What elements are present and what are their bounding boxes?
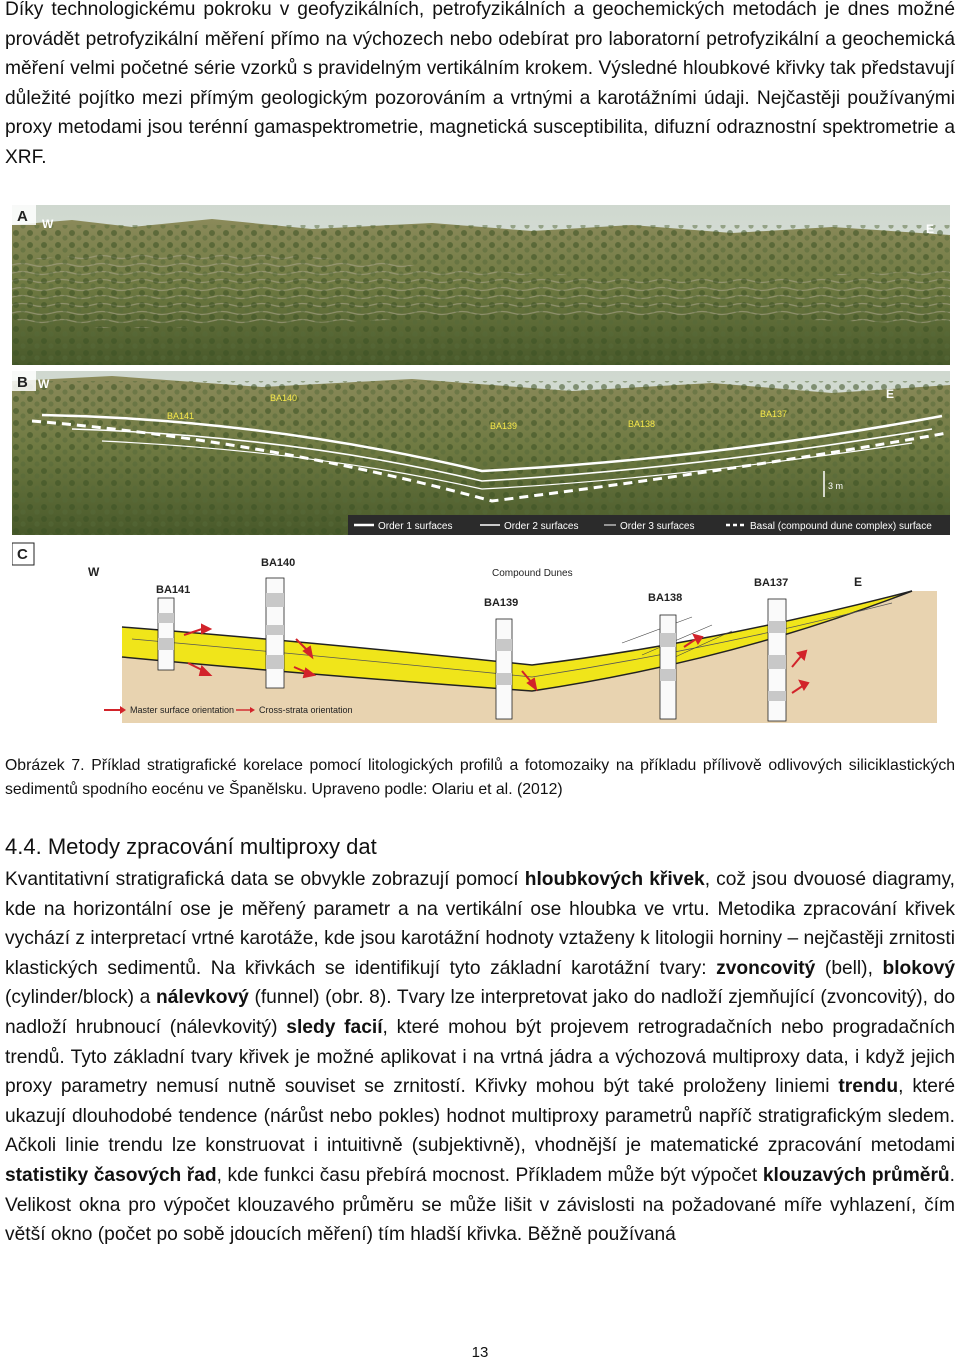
section-column-ba139 <box>496 619 512 719</box>
panel-c-section-ba140: BA140 <box>261 557 296 569</box>
legend-order2: Order 2 surfaces <box>504 521 579 532</box>
panel-b-scale: 3 m <box>828 481 844 491</box>
panel-c <box>12 543 950 725</box>
panel-c-section-ba139: BA139 <box>484 597 519 609</box>
panel-b-section-ba139: BA139 <box>490 421 518 431</box>
body-text-5: (funnel) (obr. 8). Tvary lze interpretovat jako do nadloží zjemňující (zvoncovitý), do nadloží hrubnoucí (nálevkovitý) <box>5 987 955 1038</box>
stratigraphic-figure <box>12 205 950 725</box>
term-moving-average: klouzavých průměrů <box>762 1164 950 1186</box>
term-block: blokový <box>882 957 956 979</box>
intro-paragraph: Díky technologickému pokroku v geofyzikálních, petrofyzikálních a geochemických metodách je dnes možné provádět petrofyzikální měření přímo na výchozech nebo odebírat pro laboratorní petrofyzikální a geochemická měření velmi početné série vzorků s pravidelným vertikálním krokem. Výsledné hloubkové křivky tak představují důležité pojítko mezi přímým geologickým pozorováním a vrtnými a karotážními údaji. Nejčastěji používanými proxy metodami jsou terénní gamaspektrometrie, magnetická susceptibilita, difuzní odraznostní spektrometrie a XRF. <box>5 0 955 168</box>
panel-b-section-ba140: BA140 <box>270 393 298 403</box>
section-column-ba137 <box>768 599 786 721</box>
panel-b <box>12 371 950 535</box>
section-column-ba141 <box>158 598 174 670</box>
body-text-6: , které mohou být projevem retrogradačních nebo progradačních trendů. Tyto základní tvary křivek je možné aplikovat i na vrtná jádra a výchozová multiproxy data, i když jejich proxy parametry nemusí nutně souviset se zrnitostí. Křivky mohou být také proloženy liniemi <box>5 1016 955 1098</box>
section-number: 4.4. <box>5 834 42 859</box>
section-heading <box>5 832 377 862</box>
panel-b-section-ba141: BA141 <box>167 411 195 421</box>
caption-label: Obrázek 7. <box>5 757 85 774</box>
legend-order1: Order 1 surfaces <box>378 521 453 532</box>
legend-basal: Basal (compound dune complex) surface <box>750 521 932 532</box>
panel-a-letter: A <box>17 208 28 225</box>
caption-text: Příklad stratigrafické korelace pomocí litologických profilů a fotomozaiky na příkladu přílivově odlivových siliciklastických sedimentů spodního eocénu ve Španělsku. Upraveno podle: Olariu et al. (2012) <box>5 757 956 798</box>
body-text-2: , což jsou dvouosé diagramy, kde na horizontální ose je měřený parametr a na vertikální ose hloubka ve vrtu. Metodika zpracování křivek vychází z interpretací vrtné karotáže, kde jsou karotážní hodnoty vztaženy k litologii horniny – nejčastěji zrnitosti klastických sedimentů. Na křivkách se identifikují tyto základní karotážní tvary: <box>5 869 956 979</box>
panel-b-letter: B <box>17 374 28 391</box>
body-text-4: (cylinder/block) a <box>5 987 156 1009</box>
term-trend: trendu <box>838 1076 899 1098</box>
panel-c-letter: C <box>17 546 28 563</box>
legend-order3: Order 3 surfaces <box>620 521 695 532</box>
body-text-3: (bell), <box>815 957 883 979</box>
body-text-9: . Velikost okna pro výpočet klouzavého průměru se může lišit v závislosti na požadované míře vyhlazení, čím větší okno (počet po sobě jdoucích měření) tím hladší křivka. Běžně používaná <box>5 1164 955 1246</box>
body-text-7: , které ukazují dlouhodobé tendence (nárůst nebo pokles) hodnot multiproxy parametrů napříč stratigrafickým sledem. Ačkoli linie trendu lze konstruovat i intuitivně (subjektivně), vhodnější je matematické zpracování metodami <box>5 1076 955 1157</box>
page-number: 13 <box>471 1344 489 1361</box>
panel-c-west: W <box>88 565 100 579</box>
panel-a-west: W <box>42 217 54 231</box>
panel-b-section-ba138: BA138 <box>628 419 656 429</box>
panel-c-section-ba141: BA141 <box>156 584 191 596</box>
legend-master-surface: Master surface orientation <box>130 705 235 715</box>
term-facies: sledy facií <box>286 1016 383 1038</box>
term-bell: zvoncovitý <box>716 957 816 979</box>
body-paragraph <box>5 865 955 1250</box>
body-text-1: Kvantitativní stratigrafická data se obvykle zobrazují pomocí <box>5 869 525 890</box>
panel-b-east: E <box>886 387 895 401</box>
panel-c-section-ba138: BA138 <box>648 592 683 604</box>
panel-a-east: E <box>926 222 935 236</box>
compound-dunes-label: Compound Dunes <box>492 568 573 579</box>
panel-b-west: W <box>38 377 50 391</box>
panel-c-legend <box>104 705 353 715</box>
figure-caption <box>5 754 955 802</box>
term-depth-curves: hloubkových křivek <box>524 869 705 890</box>
section-column-ba138 <box>660 615 676 719</box>
section-title: Metody zpracování multiproxy dat <box>47 834 377 859</box>
panel-c-section-ba137: BA137 <box>754 577 789 589</box>
section-column-ba140 <box>266 578 284 688</box>
panel-b-section-ba137: BA137 <box>760 409 788 419</box>
term-funnel: nálevkový <box>155 987 249 1009</box>
panel-a <box>12 205 950 365</box>
legend-cross-strata: Cross-strata orientation <box>259 705 353 715</box>
term-time-series: statistiky časových řad <box>5 1164 217 1186</box>
panel-c-east: E <box>854 575 863 589</box>
body-text-8: , kde funkci času přebírá mocnost. Příkladem může být výpočet <box>216 1164 763 1186</box>
